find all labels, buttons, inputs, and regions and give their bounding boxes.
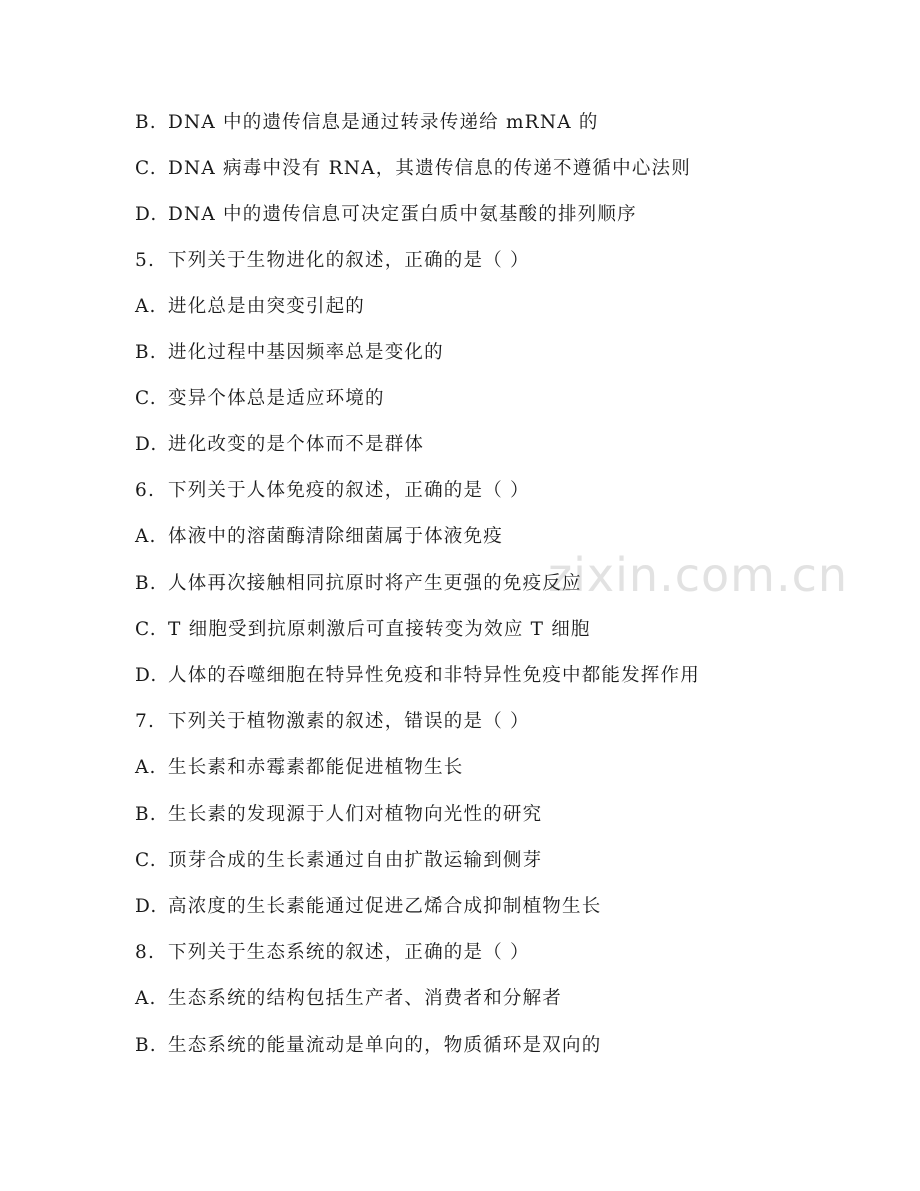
option-line <box>135 154 691 184</box>
option-text: 生长素的发现源于人们对植物向光性的研究 <box>168 804 543 825</box>
question-text: 下列关于生态系统的叙述，正确的是（ ） <box>168 942 530 963</box>
option-label: B. <box>135 804 157 825</box>
option-line <box>135 569 582 599</box>
option-label: D. <box>135 665 158 686</box>
option-label: D. <box>135 896 158 917</box>
option-line <box>135 661 700 691</box>
option-text: T 细胞受到抗原刺激后可直接转变为效应 T 细胞 <box>168 619 591 640</box>
option-label: A. <box>135 988 157 1009</box>
option-text: 顶芽合成的生长素通过自由扩散运输到侧芽 <box>168 850 543 871</box>
option-text: 人体再次接触相同抗原时将产生更强的免疫反应 <box>168 573 582 594</box>
option-line <box>135 108 599 138</box>
option-line <box>135 1031 601 1061</box>
option-line <box>135 846 542 876</box>
option-line <box>135 384 385 414</box>
option-text: 生长素和赤霉素都能促进植物生长 <box>168 757 464 778</box>
question-number: 8. <box>135 942 156 963</box>
option-text: 进化总是由突变引起的 <box>168 296 366 317</box>
option-label: C. <box>135 850 157 871</box>
option-line <box>135 430 424 460</box>
option-label: B. <box>135 112 157 133</box>
option-label: C. <box>135 388 157 409</box>
question-number: 5. <box>135 250 156 271</box>
option-line <box>135 984 562 1014</box>
option-text: 高浓度的生长素能通过促进乙烯合成抑制植物生长 <box>168 896 602 917</box>
option-text: 体液中的溶菌酶清除细菌属于体液免疫 <box>168 526 503 547</box>
option-text: 进化过程中基因频率总是变化的 <box>168 342 444 363</box>
question-text: 下列关于人体免疫的叙述，正确的是（ ） <box>168 480 530 501</box>
option-label: B. <box>135 1035 157 1056</box>
option-text: DNA 中的遗传信息是通过转录传递给 mRNA 的 <box>168 112 599 133</box>
option-text: 进化改变的是个体而不是群体 <box>168 434 425 455</box>
option-line <box>135 615 591 645</box>
option-label: A. <box>135 296 157 317</box>
option-label: D. <box>135 204 158 225</box>
option-line <box>135 892 601 922</box>
option-label: C. <box>135 619 157 640</box>
question-text: 下列关于生物进化的叙述，正确的是（ ） <box>168 250 530 271</box>
question-text: 下列关于植物激素的叙述，错误的是（ ） <box>168 711 530 732</box>
option-text: 变异个体总是适应环境的 <box>168 388 385 409</box>
question-number: 7. <box>135 711 156 732</box>
option-label: B. <box>135 342 157 363</box>
option-label: D. <box>135 434 158 455</box>
question-line <box>135 476 530 506</box>
option-line <box>135 200 637 230</box>
option-line <box>135 292 365 322</box>
option-text: 人体的吞噬细胞在特异性免疫和非特异性免疫中都能发挥作用 <box>168 665 700 686</box>
option-line <box>135 800 542 830</box>
option-text: DNA 病毒中没有 RNA，其遗传信息的传递不遵循中心法则 <box>168 158 691 179</box>
option-line <box>135 753 464 783</box>
option-line <box>135 522 503 552</box>
question-number: 6. <box>135 480 156 501</box>
option-label: A. <box>135 757 157 778</box>
option-text: 生态系统的结构包括生产者、消费者和分解者 <box>168 988 563 1009</box>
option-text: 生态系统的能量流动是单向的，物质循环是双向的 <box>168 1035 602 1056</box>
option-label: B. <box>135 573 157 594</box>
question-line <box>135 246 530 276</box>
option-line <box>135 338 444 368</box>
watermark-text: zixin.com.cn <box>548 548 849 602</box>
option-text: DNA 中的遗传信息可决定蛋白质中氨基酸的排列顺序 <box>168 204 637 225</box>
question-line <box>135 938 530 968</box>
option-label: C. <box>135 158 157 179</box>
option-label: A. <box>135 526 157 547</box>
question-line <box>135 707 530 737</box>
